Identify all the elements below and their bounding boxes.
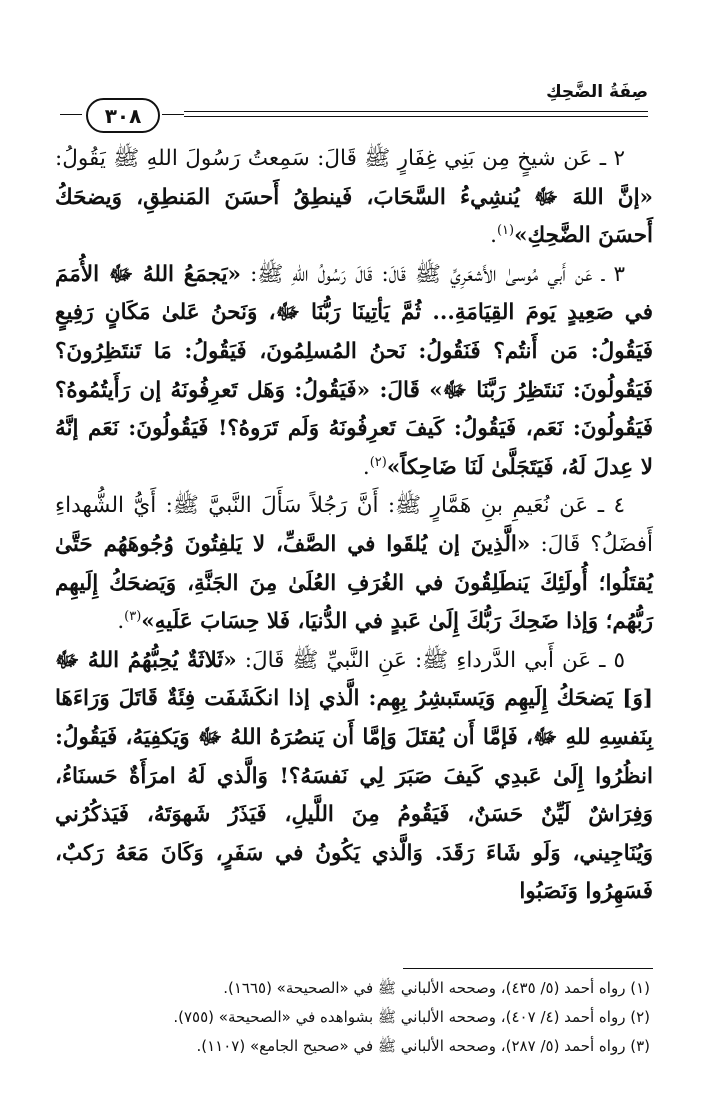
hadith-narration: عَن شيخٍ مِن بَنِي غِفَارٍ ﷺ قَالَ: سَمِعتُ رَسُولَ اللهِ ﷺ يَقُولُ: (55, 146, 593, 171)
hadith-number: ٢ (613, 146, 625, 171)
footnote-ref: (٣) (124, 608, 142, 624)
running-title: صِفَةُ الضَّحِكِ (546, 82, 648, 102)
page-number-dash (60, 114, 82, 115)
footnote-separator (403, 968, 653, 969)
hadith-matn: «يَجمَعُ اللهُ ﷻ الأُمَمَ في صَعِيدٍ يَومَ القِيَامَةِ... ثُمَّ يَأتِينَا رَبُّنَا ﷻ، وَنَحنُ عَلىٰ مَكَانٍ رَفِيعٍ فَيَقُولُ: مَن أَنتُم؟ فَنَقُولُ: نَحنُ المُسلِمُونَ، فَيَقُولُ: مَا تَنتَظِرُونَ؟ فَيَقُولُونَ: نَنتَظِرُ رَبَّنَا ﷻ» قَالَ: «فَيَقُولُ: وَهَل تَعرِفُونَهُ إن رَأَيتُمُوهُ؟ فَيَقُولُونَ: نَعَم، فَيَقُولُ: كَيفَ تَعرِفُونَهُ وَلَم تَرَوهُ؟! فَيَقُولُونَ: نَعَم إنَّهُ لا عِدلَ لَهُ، فَيَتَجَلَّىٰ لَنَا ضَاحِكاً» (55, 261, 653, 480)
footnote-ref: (٢) (369, 454, 387, 470)
body-text (55, 140, 653, 912)
footnote-ref: (١) (496, 223, 515, 239)
footnote-3: (٣) رواه أحمد (٥/ ٢٨٧)، وصححه الألباني ﷺ في «صحيح الجامع» (١١٠٧). (196, 1037, 650, 1055)
hadith-narration: عَن نُعَيمِ بنِ هَمَّارٍ ﷺ: أَنَّ رَجُلاً سَأَلَ النَّبيَّ ﷺ: أَيُّ الشُّهداءِ أَفضَلُ؟ قَالَ: (55, 493, 653, 557)
sentence-end: . (117, 609, 125, 635)
hadith-paragraph: ٥ ـ عَن أَبي الدَّرداءِ ﷺ: عَنِ النَّبيِّ ﷺ قَالَ: «ثَلاثَةٌ يُحِبُّهُمُ اللهُ ﷻ [وَ] يَضحَكُ إِلَيهِم وَيَستَبشِرُ بِهِم: الَّذي إذا انكَشَفَت فِئَةٌ قَاتَلَ وَرَاءَهَا بِنَفسِهِ للهِ ﷻ، فَإمَّا أَن يُقتَلَ وَإمَّا أَن يَنصُرَهُ اللهُ ﷻ وَيَكفِيَهُ، فَيَقُولُ: انظُرُوا إِلَىٰ عَبدِي كَيفَ صَبَرَ لِي نَفسَهُ؟! وَالَّذي لَهُ امرَأَةٌ حَسنَاءُ، وَفِرَاشٌ لَيِّنٌ حَسَنٌ، فَيَقُومُ مِنَ اللَّيلِ، فَيَذَرُ شَهوَتَهُ، فَيَذكُرُني وَيُنَاجِيني، وَلَو شَاءَ رَقَدَ. وَالَّذي يَكُونُ في سَفَرٍ، وَكَانَ مَعَهُ رَكبٌ، فَسَهِرُوا وَنَصَبُوا (55, 647, 653, 905)
hadith-number: ٣ (613, 261, 625, 287)
hadith-narration: عَن أَبي الدَّرداءِ ﷺ: عَنِ النَّبيِّ ﷺ قَالَ: (236, 647, 592, 673)
hadith-paragraph: ٣ ـ عَن أَبي مُوسىٰ الأَشعَرِيِّ ﷺ قَالَ: قَالَ رَسُولُ اللهِ ﷺ: «يَجمَعُ اللهُ ﷻ الأُمَمَ في صَعِيدٍ يَومَ القِيَامَةِ... ثُمَّ يَأتِينَا رَبُّنَا ﷻ، وَنَحنُ عَلىٰ مَكَانٍ رَفِيعٍ فَيَقُولُ: مَن أَنتُم؟ فَنَقُولُ: نَحنُ المُسلِمُونَ، فَيَقُولُ: مَا تَنتَظِرُونَ؟ فَيَقُولُونَ: نَنتَظِرُ رَبَّنَا ﷻ» قَالَ: «فَيَقُولُ: وَهَل تَعرِفُونَهُ إن رَأَيتُمُوهُ؟ فَيَقُولُونَ: نَعَم، فَيَقُولُ: كَيفَ تَعرِفُونَهُ وَلَم تَرَوهُ؟! فَيَقُولُونَ: نَعَم إنَّهُ لا عِدلَ لَهُ، فَيَتَجَلَّىٰ لَنَا ضَاحِكاً»$^{(٢)}$. (55, 261, 653, 480)
footnote-2: (٢) رواه أحمد (٤/ ٤٠٧)، وصححه الألباني ﷺ بشواهده في «الصحيحة» (٧٥٥). (173, 1008, 650, 1026)
hadith-number: ٤ (613, 493, 625, 519)
hadith-matn: «ثَلاثَةٌ يُحِبُّهُمُ اللهُ ﷻ [وَ] يَضحَكُ إِلَيهِم وَيَستَبشِرُ بِهِم: الَّذي إذا انكَشَفَت فِئَةٌ قَاتَلَ وَرَاءَهَا بِنَفسِهِ للهِ ﷻ، فَإمَّا أَن يُقتَلَ وَإمَّا أَن يَنصُرَهُ اللهُ ﷻ وَيَكفِيَهُ، فَيَقُولُ: انظُرُوا إِلَىٰ عَبدِي كَيفَ صَبَرَ لِي نَفسَهُ؟! وَالَّذي لَهُ امرَأَةٌ حَسنَاءُ، وَفِرَاشٌ لَيِّنٌ حَسَنٌ، فَيَقُومُ مِنَ اللَّيلِ، فَيَذَرُ شَهوَتَهُ، فَيَذكُرُني وَيُنَاجِيني، وَلَو شَاءَ رَقَدَ. وَالَّذي يَكُونُ في سَفَرٍ، وَكَانَ مَعَهُ رَكبٌ، فَسَهِرُوا وَنَصَبُوا (55, 647, 653, 905)
hadith-matn: «الَّذِينَ إن يُلقَوا في الصَّفِّ، لا يَلفِتُونَ وُجُوهَهُم حَتَّىٰ يُقتَلُوا؛ أُولَئِكَ يَنطَلِقُونَ في الغُرَفِ العُلَىٰ مِنَ الجَنَّةِ، وَيَضحَكُ إِلَيهِم رَبُّهُم؛ وَإذا ضَحِكَ رَبُّكَ إِلَىٰ عَبدٍ في الدُّنيَا، فَلا حِسَابَ عَلَيهِ» (55, 531, 653, 635)
page-number-box (60, 97, 184, 133)
hadith-paragraph: ٤ ـ عَن نُعَيمِ بنِ هَمَّارٍ ﷺ: أَنَّ رَجُلاً سَأَلَ النَّبيَّ ﷺ: أَيُّ الشُّهداءِ أَفضَلُ؟ قَالَ: «الَّذِينَ إن يُلقَوا في الصَّفِّ، لا يَلفِتُونَ وُجُوهَهُم حَتَّىٰ يُقتَلُوا؛ أُولَئِكَ يَنطَلِقُونَ في الغُرَفِ العُلَىٰ مِنَ الجَنَّةِ، وَيَضحَكُ إِلَيهِم رَبُّهُم؛ وَإذا ضَحِكَ رَبُّكَ إِلَىٰ عَبدٍ في الدُّنيَا، فَلا حِسَابَ عَلَيهِ»$^{(٣)}$. (55, 493, 653, 635)
footnote-1: (١) رواه أحمد (٥/ ٤٣٥)، وصححه الألباني ﷺ في «الصحيحة» (١٦٦٥). (223, 979, 650, 997)
hadith-narration: عَن أَبي مُوسىٰ الأَشعَرِيِّ ﷺ قَالَ: قَالَ رَسُولُ اللهِ ﷺ: (240, 261, 593, 287)
sentence-end: . (362, 454, 370, 480)
sentence-end: . (490, 223, 497, 249)
page-number-dash (162, 114, 184, 115)
hadith-number: ٥ (613, 647, 626, 673)
page-number: ٣٠٨ (86, 98, 160, 133)
hadith-paragraph: ٢ ـ عَن شيخٍ مِن بَنِي غِفَارٍ ﷺ قَالَ: سَمِعتُ رَسُولَ اللهِ ﷺ يَقُولُ: «إنَّ اللهَ ﷻ يُنشِيءُ السَّحَابَ، فَينطِقُ أَحسَنَ المَنطِقِ، وَيضحَكُ أَحسَنَ الضَّحِكِ»$^{(١)}$. (55, 146, 653, 249)
hadith-matn: «إنَّ اللهَ ﷻ يُنشِيءُ السَّحَابَ، فَينطِقُ أَحسَنَ المَنطِقِ، وَيضحَكُ أَحسَنَ الضَّحِكِ» (55, 184, 653, 249)
footnotes (60, 974, 650, 1061)
